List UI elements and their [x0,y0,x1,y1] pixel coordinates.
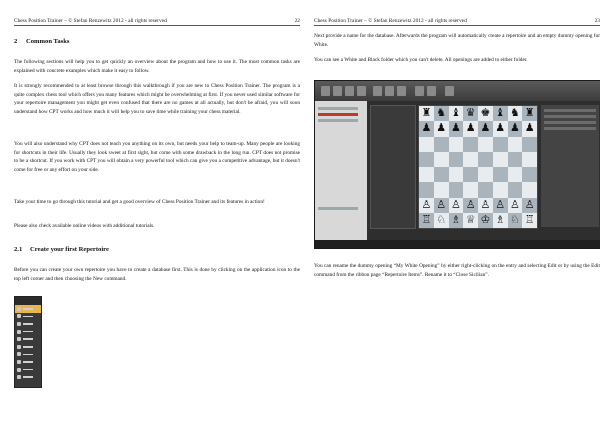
board-square: ♟ [434,121,449,136]
board-square: ♙ [434,198,449,213]
board-square [449,137,464,152]
board-square [522,182,537,197]
subsection-title: Create your first Repertoire [30,246,109,253]
paragraph: The following sections will help you to get quickly an overview about the program and how to use it. The most common tasks are explained with concrete examples which make it easy to follow. [14,59,300,74]
board-square: ♙ [449,198,464,213]
board-square [508,167,523,182]
paragraph: You can see a White and Black folder which you can't delete. All openings are added to either folder. [314,57,528,63]
board-square: ♜ [522,106,537,121]
header-text: Chess Position Trainer – © Stefan Renzewitz 2012 - all rights reserved [14,18,167,24]
board-square [493,137,508,152]
subsection-heading [14,246,109,253]
board-square [522,137,537,152]
board-square: ♞ [508,106,523,121]
chess-board [418,105,538,229]
paragraph: Before you can create your own repertoire you have to create a database first. This is done by clicking on the application icon to the top left corner and then choosing the New command. [14,267,300,282]
section-heading [14,38,69,45]
board-square: ♖ [522,213,537,228]
page-number: 22 [294,18,300,24]
board-square [419,182,434,197]
board-square: ♚ [478,106,493,121]
board-square: ♕ [463,213,478,228]
moves-panel [370,105,416,229]
board-square: ♜ [419,106,434,121]
board-square [463,137,478,152]
board-square [434,167,449,182]
page-number: 23 [594,18,600,24]
application-screenshot [314,80,600,249]
board-square [478,137,493,152]
board-square [449,182,464,197]
board-square [463,182,478,197]
board-square: ♟ [522,121,537,136]
board-square: ♗ [493,213,508,228]
left-page [14,0,300,424]
board-square: ♙ [493,198,508,213]
board-square: ♟ [478,121,493,136]
status-bar [315,240,600,248]
board-square [419,167,434,182]
paragraph: It is strongly recommended to at least browse through this walkthrough if you are new to Chess Position Trainer. The program is a quite complex chess tool which offers you many features which might be overwhelming at first. If you never used similar software for your repertoire management you might get even confused that there are no games at all actually, but don't be afraid, you will soon understand how CPT works and how much it will help you to save time while training your chess material. [14,83,300,115]
application-menu-screenshot [14,296,42,388]
section-number: 2 [14,38,18,45]
board-square: ♙ [463,198,478,213]
board-square: ♗ [449,213,464,228]
board-square: ♙ [522,198,537,213]
board-square: ♟ [463,121,478,136]
board-square [449,167,464,182]
repertoire-tree-panel [315,101,367,248]
board-square: ♝ [493,106,508,121]
board-square: ♙ [508,198,523,213]
board-square [463,167,478,182]
board-square: ♙ [478,198,493,213]
board-square: ♟ [508,121,523,136]
board-square [478,152,493,167]
board-square [434,182,449,197]
paragraph: You will also understand why CPT does not teach you anything on its own, but needs your help to team-up. Many people are looking for shortcuts in their life. Usually they look sweet at first sight, but come with some drawback in the long run. CPT does not promise to be a shortcut. If you work with CPT you will obtain a very powerful tool which can give you a competitive advantage, but it doesn't come for free or any effort on your side. [14,141,300,173]
right-page [314,0,600,424]
board-square [419,137,434,152]
paragraph: Next provide a name for the database. Afterwards the program will automatically create a repertoire and an empty dummy opening for White. [314,33,600,48]
paragraph: Please also check available online videos with additional tutorials. [14,223,155,229]
board-square: ♖ [419,213,434,228]
subsection-number: 2.1 [14,246,23,253]
board-square [463,152,478,167]
board-square [449,152,464,167]
board-square: ♝ [449,106,464,121]
ribbon-toolbar [315,81,600,101]
paragraph: Take your time to go through this tutorial and get a good overview of Chess Position Trainer and its features in action! [14,199,265,205]
board-square [508,152,523,167]
board-square [508,182,523,197]
page-header [14,18,300,26]
board-square: ♟ [449,121,464,136]
section-title: Common Tasks [26,38,70,45]
board-square: ♟ [419,121,434,136]
notation-panel [541,105,599,227]
page-header [314,18,600,26]
board-square: ♘ [508,213,523,228]
board-square [493,152,508,167]
board-square [493,182,508,197]
board-square [522,152,537,167]
board-square: ♞ [434,106,449,121]
board-square [478,167,493,182]
board-square [434,152,449,167]
board-square: ♔ [478,213,493,228]
board-square [434,137,449,152]
board-square [478,182,493,197]
board-square: ♟ [493,121,508,136]
board-square [508,137,523,152]
header-text: Chess Position Trainer – © Stefan Renzewitz 2012 - all rights reserved [314,18,467,24]
board-square [493,167,508,182]
caption-paragraph: You can rename the dummy opening “My White Opening” by either right-clicking on the entry and selecting Edit or by using the Edit command from the ribbon page “Repertoire Items”. Rename it to “Close Sicilian”. [314,263,600,278]
board-square [419,152,434,167]
board-square [522,167,537,182]
board-square: ♘ [434,213,449,228]
board-square: ♛ [463,106,478,121]
board-square: ♙ [419,198,434,213]
